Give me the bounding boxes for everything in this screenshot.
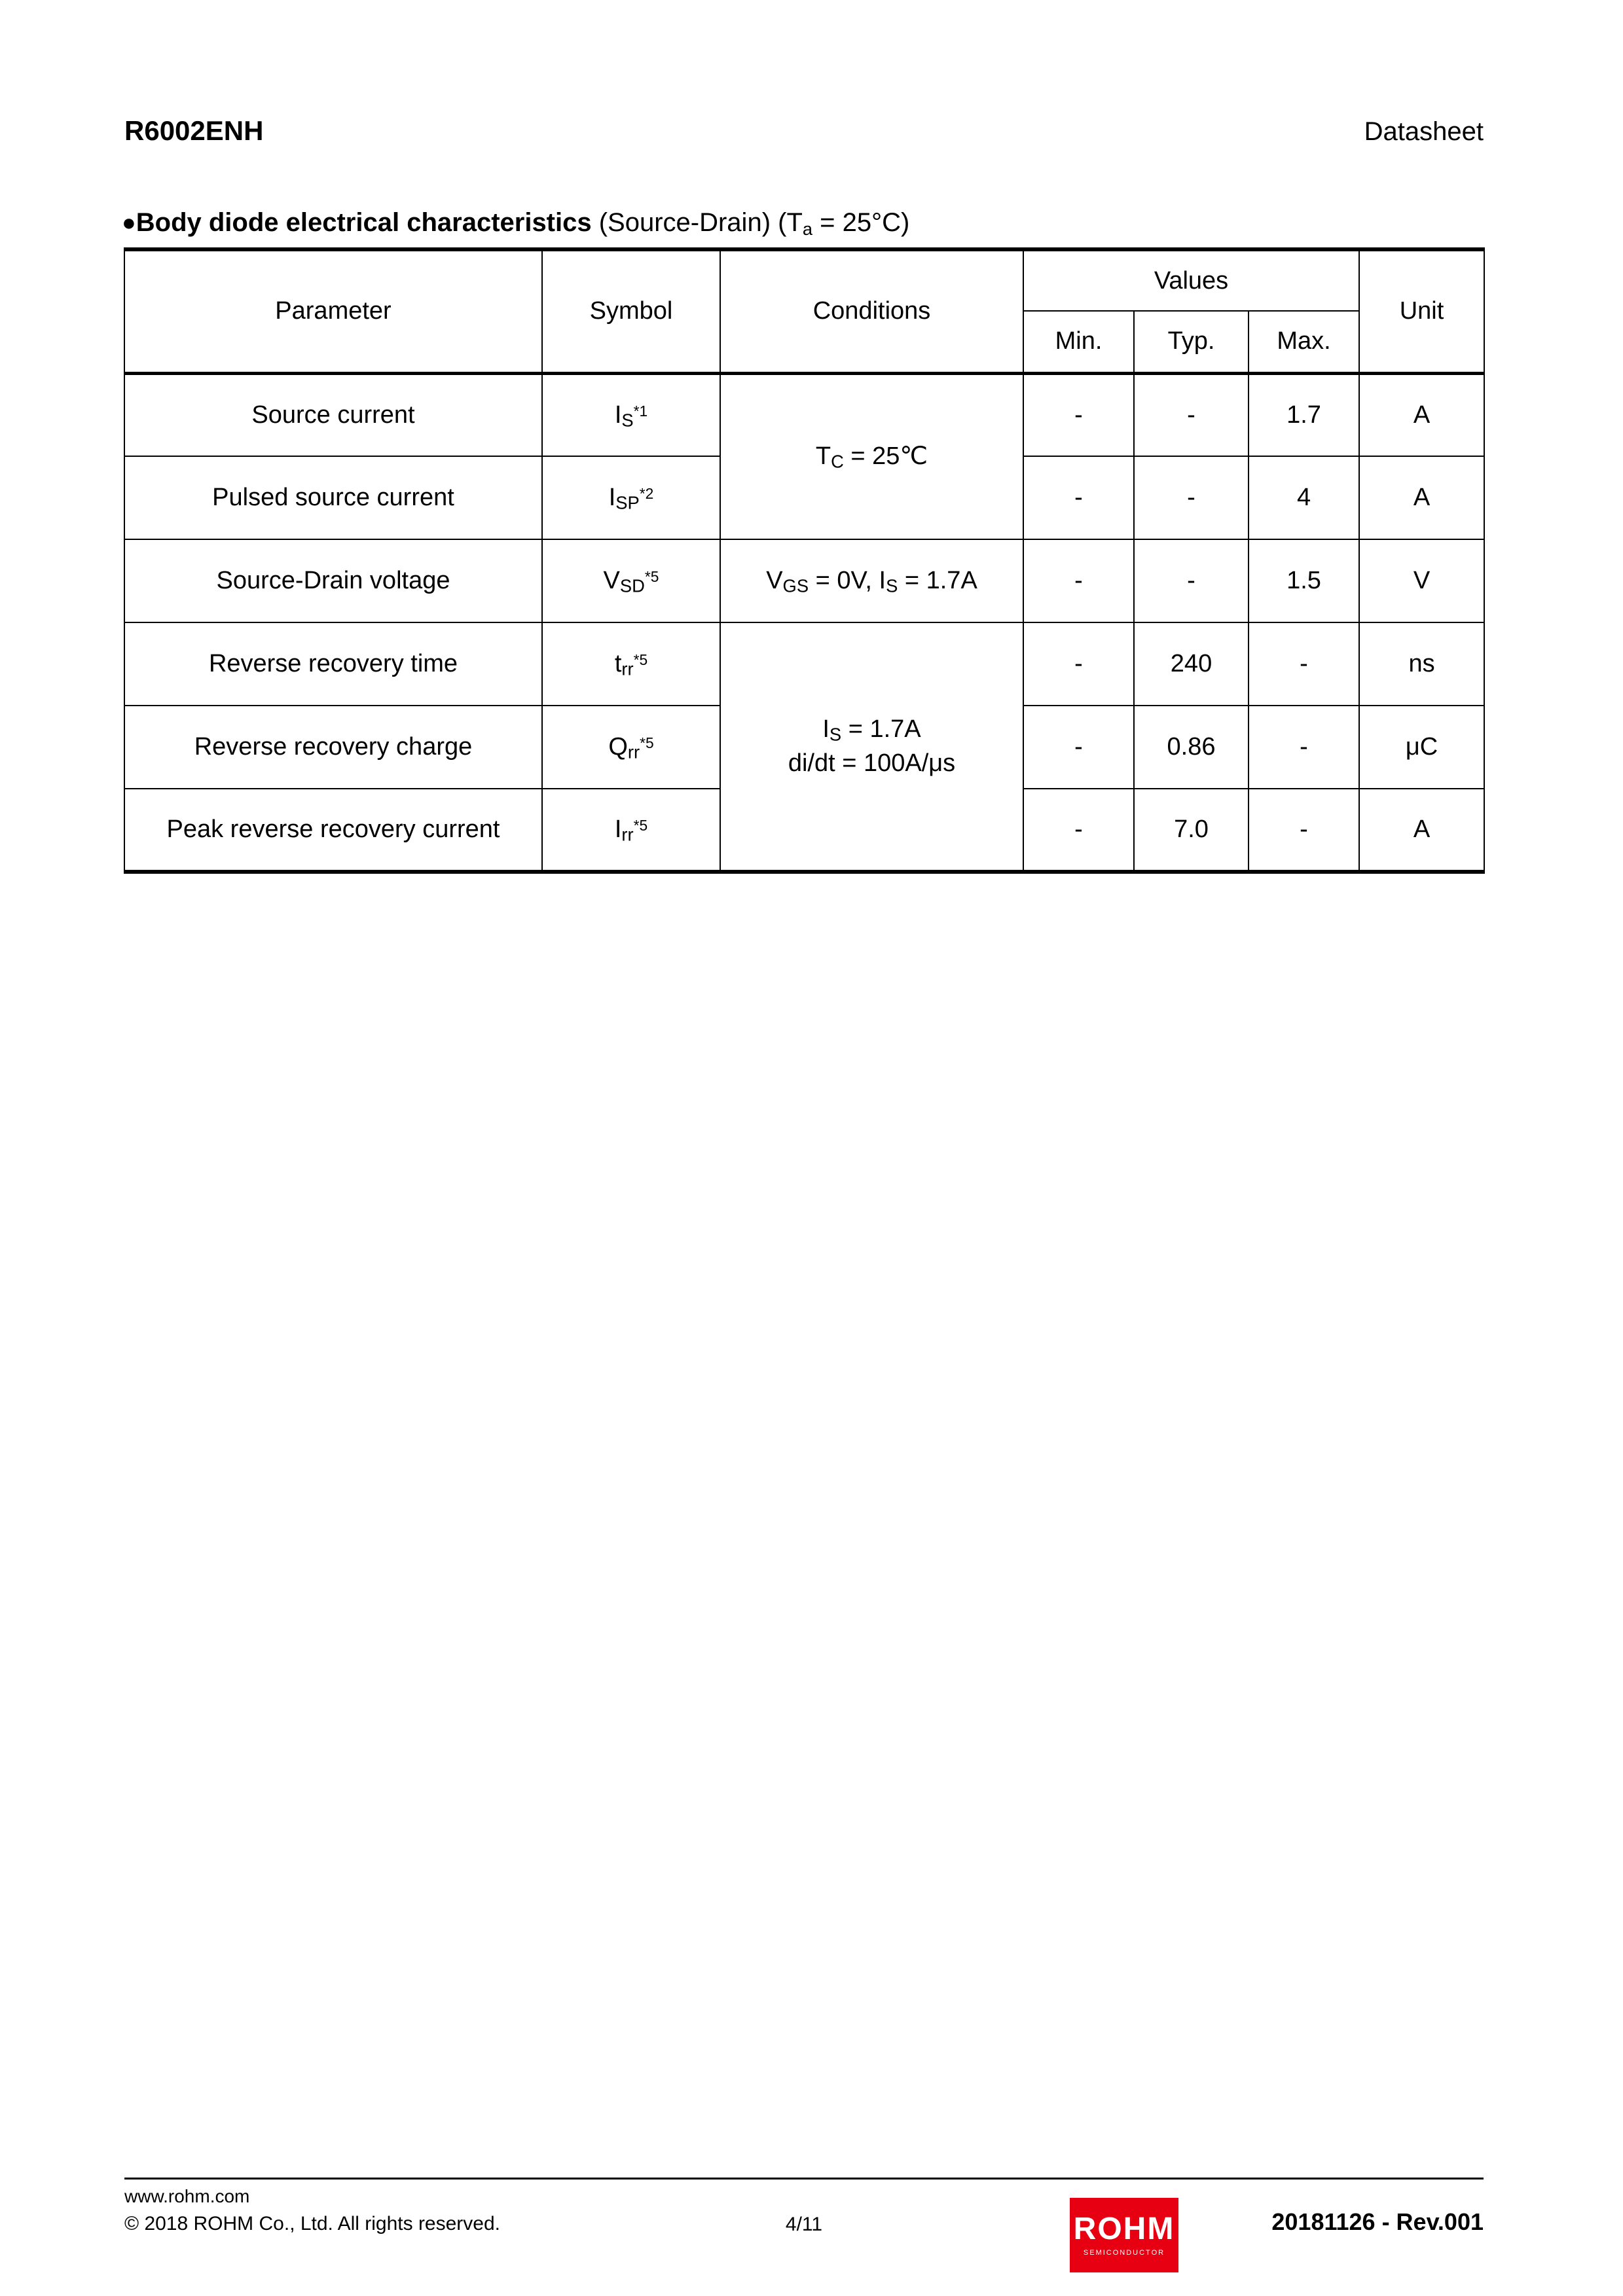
parameter-cell: Reverse recovery charge: [124, 706, 542, 789]
revision-label: 20181126 - Rev.001: [1271, 2208, 1484, 2235]
table-row: [124, 373, 1484, 456]
min-cell: -: [1023, 706, 1134, 789]
col-header-conditions: Conditions: [720, 249, 1023, 373]
typ-cell: 240: [1134, 622, 1249, 706]
symbol-cell: $Q_{rr}^{*5}$: [542, 706, 720, 789]
page-header: [124, 115, 1484, 147]
parameter-cell: Source-Drain voltage: [124, 539, 542, 622]
body-diode-characteristics-table: [124, 247, 1485, 874]
section-title-subscript: a: [802, 218, 812, 239]
min-cell: -: [1023, 789, 1134, 872]
parameter-cell: Peak reverse recovery current: [124, 789, 542, 872]
typ-cell: -: [1134, 373, 1249, 456]
col-header-symbol: Symbol: [542, 249, 720, 373]
max-cell: -: [1249, 789, 1359, 872]
symbol-cell: $V_{SD}^{*5}$: [542, 539, 720, 622]
section-title-bold: Body diode electrical characteristics: [136, 208, 592, 237]
col-header-min: Min.: [1023, 311, 1134, 373]
max-cell: -: [1249, 622, 1359, 706]
col-header-unit: Unit: [1359, 249, 1484, 373]
conditions-cell: $T_C$ = 25℃: [720, 373, 1023, 539]
doc-type-label: Datasheet: [1364, 117, 1484, 146]
max-cell: 1.5: [1249, 539, 1359, 622]
section-title-rest: (Source-Drain) (T: [591, 208, 803, 237]
typ-cell: 0.86: [1134, 706, 1249, 789]
page-footer: [124, 2178, 1484, 2296]
symbol-cell: $t_{rr}^{*5}$: [542, 622, 720, 706]
unit-cell: A: [1359, 456, 1484, 539]
copyright-notice: © 2018 ROHM Co., Ltd. All rights reserved.: [124, 2213, 500, 2234]
parameter-cell: Pulsed source current: [124, 456, 542, 539]
conditions-cell: $I_S = 1.7A$ di/dt = 100A/μs: [720, 622, 1023, 872]
typ-cell: 7.0: [1134, 789, 1249, 872]
parameter-cell: Reverse recovery time: [124, 622, 542, 706]
part-number-title: R6002ENH: [124, 115, 264, 146]
symbol-cell: $I_S^{*1}$: [542, 373, 720, 456]
section-title-end: = 25°C): [812, 208, 910, 237]
rohm-logo-subtext: SEMICONDUCTOR: [1083, 2249, 1165, 2257]
unit-cell: A: [1359, 373, 1484, 456]
max-cell: -: [1249, 706, 1359, 789]
typ-cell: -: [1134, 539, 1249, 622]
symbol-cell: $I_{SP}^{*2}$: [542, 456, 720, 539]
col-header-parameter: Parameter: [124, 249, 542, 373]
max-cell: 4: [1249, 456, 1359, 539]
max-cell: 1.7: [1249, 373, 1359, 456]
unit-cell: μC: [1359, 706, 1484, 789]
rohm-logo-text: ROHM: [1073, 2212, 1175, 2246]
typ-cell: -: [1134, 456, 1249, 539]
unit-cell: A: [1359, 789, 1484, 872]
unit-cell: ns: [1359, 622, 1484, 706]
min-cell: -: [1023, 373, 1134, 456]
rohm-logo: [1070, 2198, 1178, 2272]
symbol-cell: $I_{rr}^{*5}$: [542, 789, 720, 872]
table-row: [124, 539, 1484, 622]
bullet-icon: ●: [122, 209, 136, 236]
section-heading: [122, 208, 909, 238]
min-cell: -: [1023, 456, 1134, 539]
min-cell: -: [1023, 622, 1134, 706]
col-header-values: Values: [1023, 249, 1359, 311]
table-row: [124, 622, 1484, 706]
page-number: 4/11: [785, 2214, 823, 2235]
parameter-cell: Source current: [124, 373, 542, 456]
col-header-typ: Typ.: [1134, 311, 1249, 373]
col-header-max: Max.: [1249, 311, 1359, 373]
rohm-website-link[interactable]: www.rohm.com: [124, 2186, 250, 2206]
unit-cell: V: [1359, 539, 1484, 622]
conditions-cell: $V_{GS} = 0V$, $I_S = 1.7A$: [720, 539, 1023, 622]
min-cell: -: [1023, 539, 1134, 622]
